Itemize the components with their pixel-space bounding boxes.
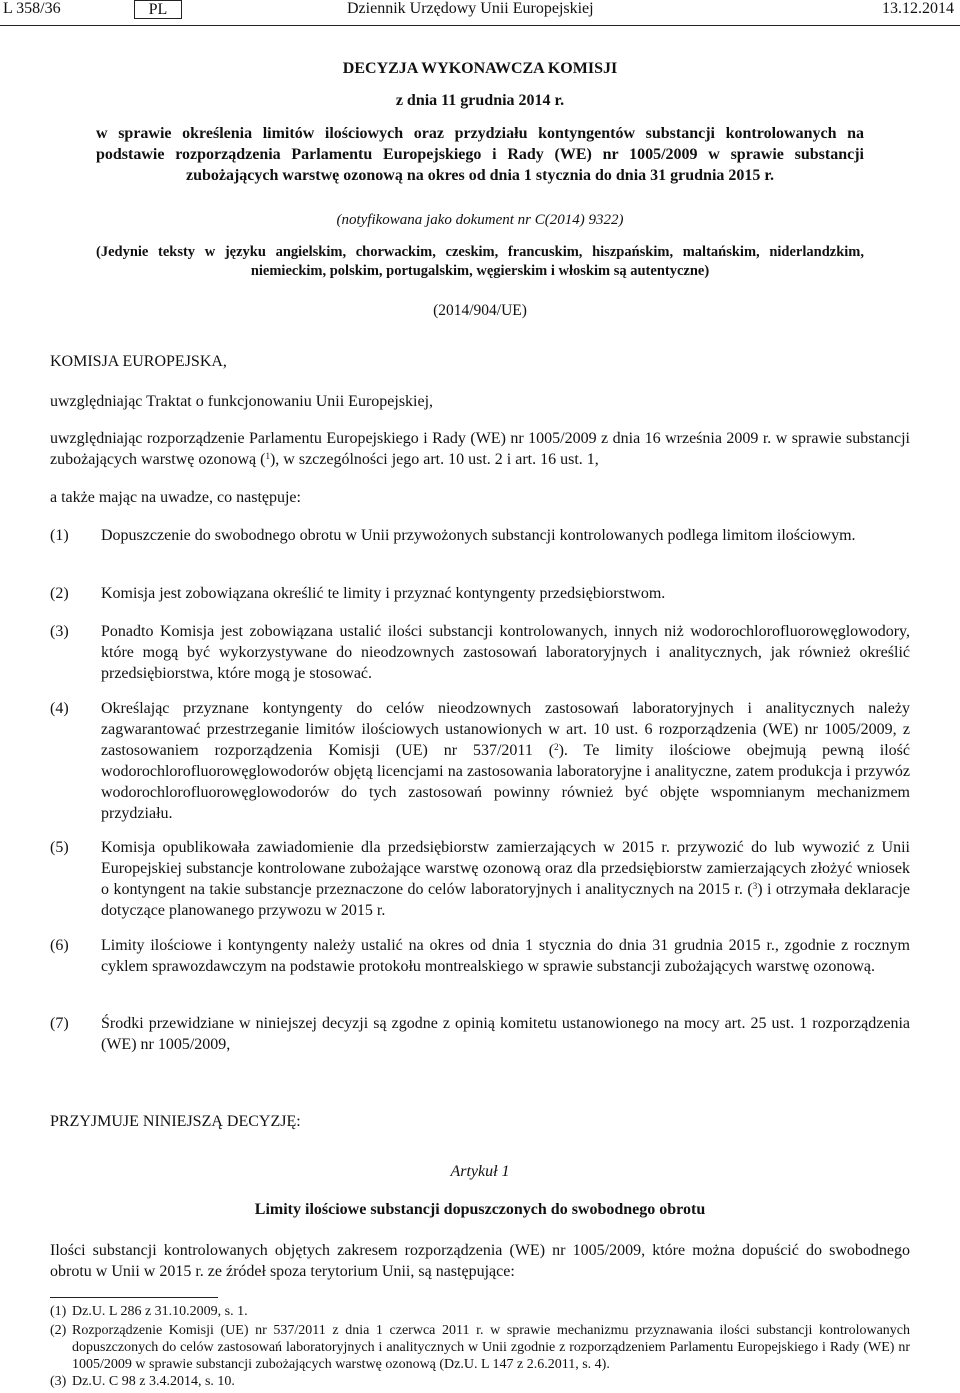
recital-text: Komisja jest zobowiązana określić te limity i przyznać kontyngenty przedsiębiorstwom.: [101, 585, 666, 602]
footnote: [50, 1322, 910, 1373]
recital: [50, 698, 910, 824]
article-text: Ilości substancji kontrolowanych objętych zakresem rozporządzenia (WE) nr 1005/2009, które można dopuścić do swobodnego obrotu w Unii w 2015 r. ze źródeł spoza terytorium Unii, są następujące:: [50, 1242, 910, 1280]
footnote-text: Dz.U. C 98 z 3.4.2014, s. 10.: [72, 1374, 235, 1389]
recital-text: Komisja opublikowała zawiadomienie dla przedsiębiorstw zamierzających w 2015 r. przywozić do lub wywozić z Unii Europejskiej substancje kontrolowane zubożające warstwę ozonową oraz dla przedsiębiorstw zamierzających złożyć wniosek o kontyngent na takie substancje przeznaczone do celów laboratoryjnych i analitycznych na 2015 r. ($^3$) i otrzymała deklaracje dotyczące planowanego przywozu w 2015 r.: [101, 839, 910, 919]
article-label: Artykuł 1: [450, 1163, 510, 1180]
header-divider: [0, 25, 960, 26]
journal-title: Dziennik Urzędowy Unii Europejskiej: [347, 0, 594, 17]
recital-number: (5): [50, 839, 69, 856]
recital: [50, 837, 910, 921]
language-badge: PL: [134, 0, 182, 19]
recital-number: (1): [50, 527, 69, 544]
recital-text: Ponadto Komisja jest zobowiązana ustalić ilości substancji kontrolowanych, innych niż wodorochlorofluorowęglowodory, które mogą być wykorzystywane do nieodzownych zastosowań laboratoryjnych i analitycznych, jak również określić przedsiębiorstwa, które mogą je stosować.: [101, 623, 910, 682]
citation-regulation: uwzględniając rozporządzenie Parlamentu Europejskiego i Rady (WE) nr 1005/2009 z dnia 16 września 2009 r. w sprawie substancji zubożających warstwę ozonową ($^1$), w szczególności jego art. 10 ust. 2 i art. 16 ust. 1,: [50, 430, 910, 468]
whereas-intro: a także mając na uwadze, co następuje:: [50, 489, 301, 506]
recital-number: (3): [50, 623, 69, 640]
recital-text: Środki przewidziane w niniejszej decyzji są zgodne z opinią komitetu ustanowionego na mocy art. 25 ust. 1 rozporządzenia (WE) nr 1005/2009,: [101, 1015, 910, 1053]
footnote: [50, 1303, 910, 1320]
citation-treaty: uwzględniając Traktat o funkcjonowaniu Unii Europejskiej,: [50, 393, 434, 410]
recital: [50, 1013, 910, 1055]
document-type: DECYZJA WYKONAWCZA KOMISJI: [342, 60, 618, 77]
article-title: Limity ilościowe substancji dopuszczonych do swobodnego obrotu: [254, 1201, 706, 1218]
notification-reference: (notyfikowana jako dokument nr C(2014) 9322): [336, 212, 624, 228]
footnote-number: (1): [50, 1304, 67, 1319]
adopts-heading: PRZYJMUJE NINIEJSZĄ DECYZJĘ:: [50, 1113, 301, 1130]
document-subject: w sprawie określenia limitów ilościowych oraz przydziału kontyngentów substancji kontrolowanych na podstawie rozporządzenia Parlamentu Europejskiego i Rady (WE) nr 1005/2009 w sprawie substancji zubożających warstwę ozonową na okres od dnia 1 stycznia do dnia 31 grudnia 2015 r.: [96, 125, 864, 184]
recital: [50, 621, 910, 684]
recital-number: (4): [50, 700, 69, 717]
publication-date: 13.12.2014: [882, 0, 954, 17]
footnote-divider: [50, 1297, 218, 1298]
footnote-ref: 1: [265, 451, 270, 461]
recital-number: (6): [50, 937, 69, 954]
footnote-number: (3): [50, 1374, 67, 1389]
authentic-languages: (Jedynie teksty w języku angielskim, chorwackim, czeskim, francuskim, hiszpańskim, maltańskim, niderlandzkim, niemieckim, polskim, portugalskim, węgierskim i włoskim są autentyczne): [96, 244, 864, 279]
document-number: (2014/904/UE): [433, 302, 527, 319]
footnote-number: (2): [50, 1323, 67, 1338]
recital-text: Dopuszczenie do swobodnego obrotu w Unii przywożonych substancji kontrolowanych podlega limitom ilościowym.: [101, 527, 856, 544]
page-header: [0, 0, 960, 20]
footnote-text: Dz.U. L 286 z 31.10.2009, s. 1.: [72, 1304, 248, 1319]
recital-text: Określając przyznane kontyngenty do celów nieodzownych zastosowań laboratoryjnych i analitycznych należy zagwarantować przestrzeganie limitów ilościowych ustanowionych w art. 10 ust. 6 rozporządzenia (WE) nr 1005/2009, z zastosowaniem rozporządzenia Komisji (UE) nr 537/2011 ($^2$). Te limity ilościowe obejmują pewną ilość wodorochlorofluorowęglowodorów objętą licencjami na zastosowania laboratoryjne i analityczne, zatem produkcja i przywóz wodorochlorofluorowęglowodorów do tych zastosowań powinny również być objęte wspomnianym mechanizmem przydziału.: [101, 700, 911, 822]
recital: [50, 525, 910, 546]
document-date: z dnia 11 grudnia 2014 r.: [395, 92, 565, 109]
institution-heading: KOMISJA EUROPEJSKA,: [50, 353, 227, 370]
footnote-text: Rozporządzenie Komisji (UE) nr 537/2011 z dnia 1 czerwca 2011 r. w sprawie mechanizmu przyznawania ilości substancji kontrolowanych dopuszczonych do celów zastosowań laboratoryjnych i analitycznych w Unii zgodnie z rozporządzeniem Parlamentu Europejskiego i Rady (WE) nr 1005/2009 w sprawie substancji zubożających warstwę ozonową (Dz.U. L 147 z 2.6.2011, s. 4).: [72, 1323, 910, 1372]
page-number: L 358/36: [3, 0, 61, 17]
recital: [50, 935, 910, 977]
recital-number: (2): [50, 585, 69, 602]
recital: [50, 583, 910, 604]
recital-text: Limity ilościowe i kontyngenty należy ustalić na okres od dnia 1 stycznia do dnia 31 grudnia 2015 r., zgodnie z rocznym cyklem sprawozdawczym na podstawie protokołu montrealskiego w sprawie substancji zubożających warstwę ozonową.: [101, 937, 910, 975]
footnote-ref: 2: [554, 742, 559, 752]
recital-number: (7): [50, 1015, 69, 1032]
footnote: [50, 1373, 910, 1390]
footnote-ref: 3: [752, 881, 758, 891]
